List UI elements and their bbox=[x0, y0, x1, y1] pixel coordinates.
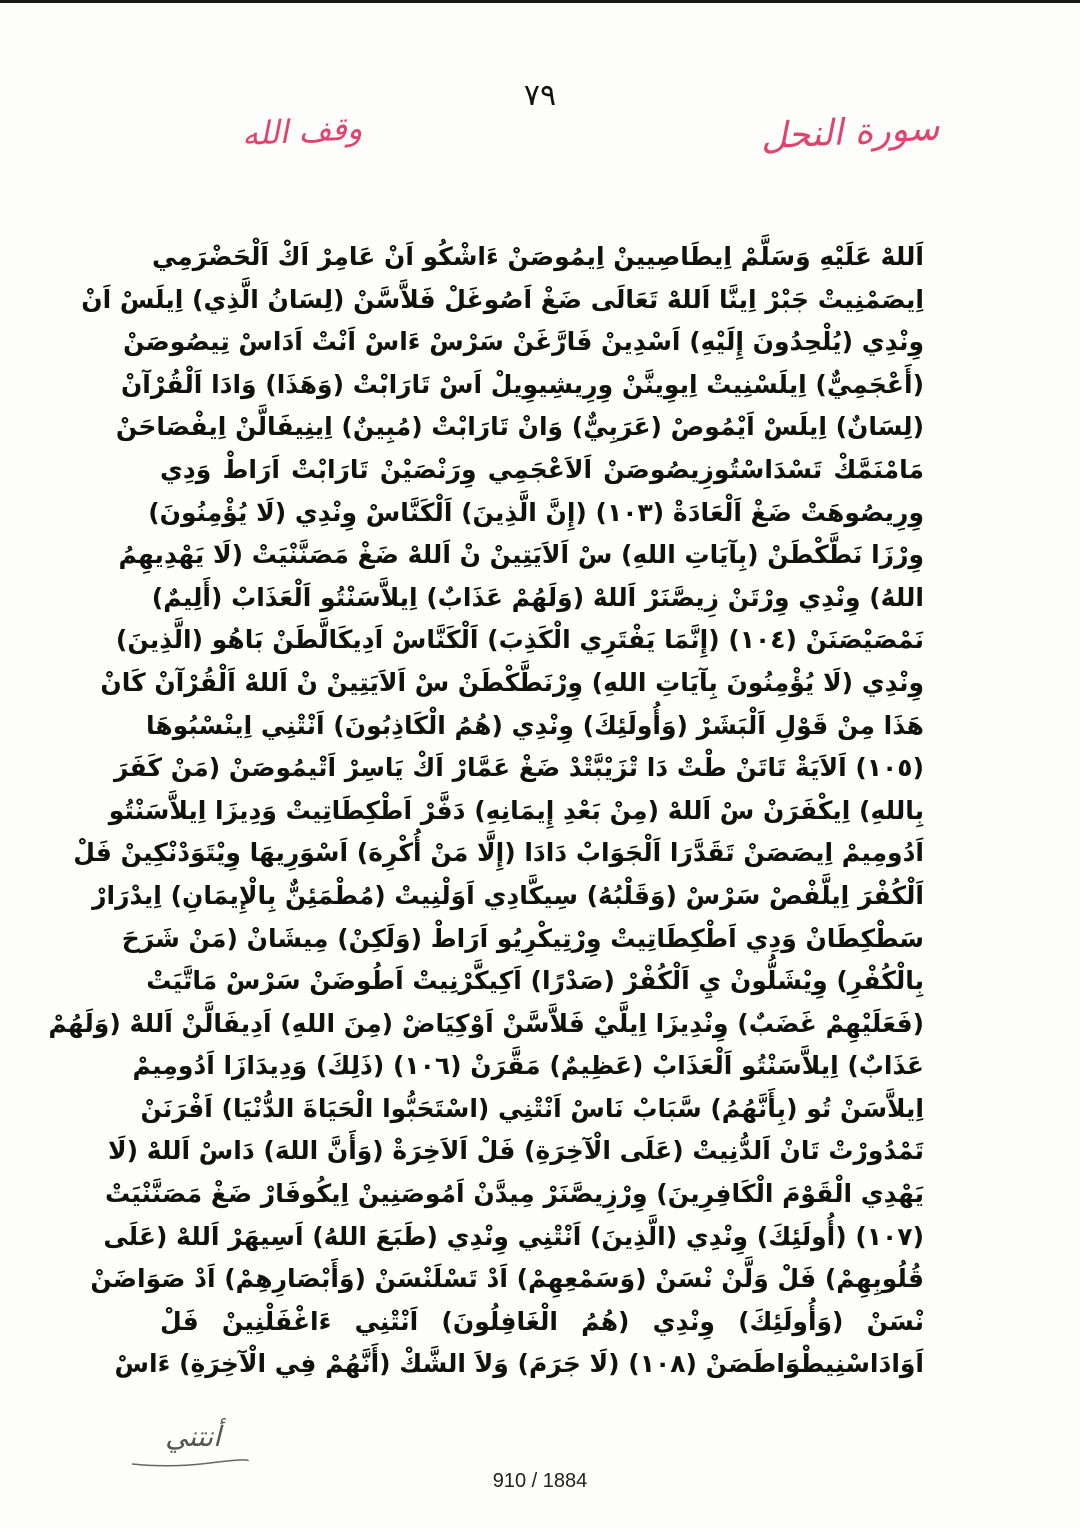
text-line: (لِسَانٌ) اِيلَسْ اَيْمُوصْ (عَرَبِيٌّ) وَانْ تَارَابْتْ (مُبِينٌ) اِينِيفَالَّنْ اِيفْصَاحَنْ bbox=[115, 412, 924, 442]
text-line: (فَعَلَيْهِمْ غَضَبٌ) وِنْدِيزَا اِيلَّيْ فَلاَّسَّنْ اَوْكِيَاضْ (مِنَ اللهِ) اَدِيفَالَّنْ اَللهْ (وَلَهُمْ bbox=[48, 1008, 924, 1038]
text-line: اَللهْ عَلَيْهِ وَسَلَّمْ اِيطَاصِيينْ اِيمُوصَنْ ءَاشْكُو اَنْ عَامِرْ اَكْ اَلْحَضْرَمِي bbox=[151, 242, 924, 271]
text-line: اِيصَمْنِيتْ جَبْرْ اِينَّا اَللهْ تَعَالَى ضَغْ اَصُوغَلْ فَلاَّسَّنْ (لِسَانُ الَّذِي) اِيلَسْ اَنْ bbox=[81, 284, 924, 314]
top-border bbox=[0, 0, 1080, 3]
text-line: مَامْنَمَّكْ تَسْدَاسْتُوزِيصُوصَنْ اَلاَعْجَمِي وِرَنْصَيْنْ تَارَابْتْ اَرَاطْ وَدِي bbox=[160, 454, 924, 484]
text-line: يَهْدِي الْقَوْمَ الْكَافِرِينَ) وِرْزِيصَّنَرْ مِيدَّنْ اَمُوصَنِينْ اِيكُوفَارْ ضَغْ مَصَنَّنْيَتْ bbox=[104, 1179, 924, 1209]
surah-handwritten-note: سورة النحل bbox=[759, 107, 941, 158]
text-line: بِاللهِ) اِيكْفَرَنْ سْ اَللهْ (مِنْ بَعْدِ إِيمَانِهِ) دَفَّرْ اَطْكِطَاتِيتْ وَدِيزَا اِيلاَّسَنْتُو bbox=[108, 795, 924, 825]
catchword-underline-stroke bbox=[130, 1458, 250, 1468]
text-line: اِيلاَّسَنْ تُو (بِأَنَّهُمُ) سَّبَابْ نَاسْ اَنْتْنِي (اسْتَحَبُّوا الْحَيَاةَ الدُّنْيَا) اَفْرَنَنْ bbox=[140, 1093, 924, 1123]
text-line: (أَعْجَمِيٌّ) اِيلَسْنِيتْ اِيوِينَّنْ وِرِيشِيوِيلْ اَسْ تَارَابْتْ (وَهَذَا) وَادَا اَلْقُرْآنْ bbox=[120, 369, 924, 399]
text-line: تَمْدُورْتْ تَانْ اَلدُّنِيتْ (عَلَى الْآخِرَةِ) فَلْ اَلاَخِرَةْ (وَأَنَّ اللهَ) دَاسْ اَللهْ (لَا bbox=[108, 1136, 924, 1166]
text-line: عَذَابٌ) اِيلاَّسَنْتُو اَلْعَذَابْ (عَظِيمٌ) مَقَّرَنْ (١٠٦) (ذَلِكَ) وَدِيدَازَا اَدُومِيمْ bbox=[132, 1051, 924, 1081]
waqf-handwritten-note: وقف الله bbox=[240, 108, 364, 154]
page-counter: 910 / 1884 bbox=[492, 1470, 588, 1492]
text-line: وِنْدِي (لَا يُؤْمِنُونَ بِآيَاتِ اللهِ) وِرْنَطَّكْطَنْ سْ اَلاَيَتِينْ نْ اَللهْ اَلْقُرْآنْ كَانْ bbox=[100, 667, 924, 697]
text-line: هَذَا مِنْ قَوْلِ اَلْبَشَرْ (وَأُولَئِكَ) وِنْدِي (هُمُ الْكَاذِبُونَ) اَنْتْنِي اِينْسْبُوهَا bbox=[146, 710, 924, 740]
catchword-handwritten: أنتني bbox=[165, 1420, 221, 1453]
manuscript-body bbox=[48, 236, 924, 1396]
text-line: سَطْكِطَانْ وَدِي اَطْكِطَاتِيتْ وِرْتِيكْرِيُو اَرَاطْ (وَلَكِنْ) مِيشَانْ (مَنْ شَرَحَ bbox=[121, 923, 924, 953]
text-line: (١٠٥) اَلاَيَةْ تَاتَنْ طْتْ دَا تْزَيْبَّتْدْ ضَغْ عَمَّارْ اَكْ يَاسِرْ اَتْيمُوصَنْ (مَنْ كَفَرَ bbox=[113, 753, 924, 783]
text-line: اَوَادَاسْنِيطْوَاطَصَنْ (١٠٨) (لَا جَرَمَ) وَلاَ الشَّكْ (أَنَّهُمْ فِي الْآخِرَةِ) ءَاسْ bbox=[114, 1349, 924, 1379]
text-line: نَمْصَيْصَنَنْ (١٠٤) (إِنَّمَا يَفْتَرِي الْكَذِبَ) اَلْكَنَّاسْ اَدِيكَالَّطَنْ بَاهُو (الَّذِينَ) bbox=[115, 625, 924, 655]
text-line: قُلُوبِهِمْ) فَلْ وَلَّنْ نْسَنْ (وَسَمْعِهِمْ) اَدْ تَسْلَنْسَنْ (وَأَبْصَارِهِمْ) اَدْ صَوَاضَنْ bbox=[90, 1264, 924, 1294]
text-line: اللهُ) وِنْدِي وِرْتَنْ زِيصَّنَرْ اَللهْ (وَلَهُمْ عَذَابٌ) اِيلاَّسَنْتُو اَلْعَذَابْ (أَلِيمٌ) bbox=[151, 582, 924, 612]
text-line: اَدُومِيمْ اِيصَصَنْ تَقَدَّرَا اَلْجَوَابْ دَادَا (إِلَّا مَنْ أُكْرِهَ) اَسْوَرِيهَا وِيْتَوَدْنْكِينْ فَلْ bbox=[73, 838, 924, 868]
text-line: اَلْكُفْرَ اِيلَّفْصْ سَرْسْ (وَقَلْبُهُ) سِيكَّادِي اَوَلْنِيتْ (مُطْمَئِنٌّ بِالْإِيمَانِ) اِيدْرَارْ bbox=[92, 880, 924, 910]
text-line: نْسَنْ (وَأُولَئِكَ) وِنْدِي (هُمُ الْغَافِلُونَ) اَنْتْنِي ءَاغْفَلْنِينْ فَلْ bbox=[160, 1306, 924, 1336]
text-line: (١٠٧) (أُولَئِكَ) وِنْدِي (الَّذِينَ) اَنْتْنِي وِنْدِي (طَبَعَ اللهُ) اَسِيهَرْ اَللهْ (عَلَى bbox=[103, 1221, 924, 1251]
text-line: بِالْكُفْرِ) وِيْشَلُّونْ يِ اَلْكُفْرْ (صَدْرًا) اَكِيكَّرْنِيتْ اَطُوضَنْ سَرْسْ مَاتَّيَتْ bbox=[146, 966, 924, 996]
page-number: ٧٩ bbox=[523, 78, 557, 113]
text-line: وِرْزَا نَطَّكْطَنْ (بِآيَاتِ اللهِ) سْ اَلاَيَتِينْ نْ اَللهْ ضَغْ مَصَنَّنْيَتْ (لَا يَهْدِيهِمُ bbox=[118, 540, 924, 570]
text-line: وِنْدِي (يُلْحِدُونَ إِلَيْهِ) اَسْدِينْ فَارَّغَنْ سَرْسْ ءَاسْ اَنْتْ اَدَاسْ تِيصُوصَنْ bbox=[123, 327, 924, 357]
text-line: وِرِيصُوهَتْ ضَغْ اَلْعَادَةْ (١٠٣) (إِنَّ الَّذِينَ) اَلْكَنَّاسْ وِنْدِي (لَا يُؤْمِنُونَ) bbox=[148, 497, 924, 527]
